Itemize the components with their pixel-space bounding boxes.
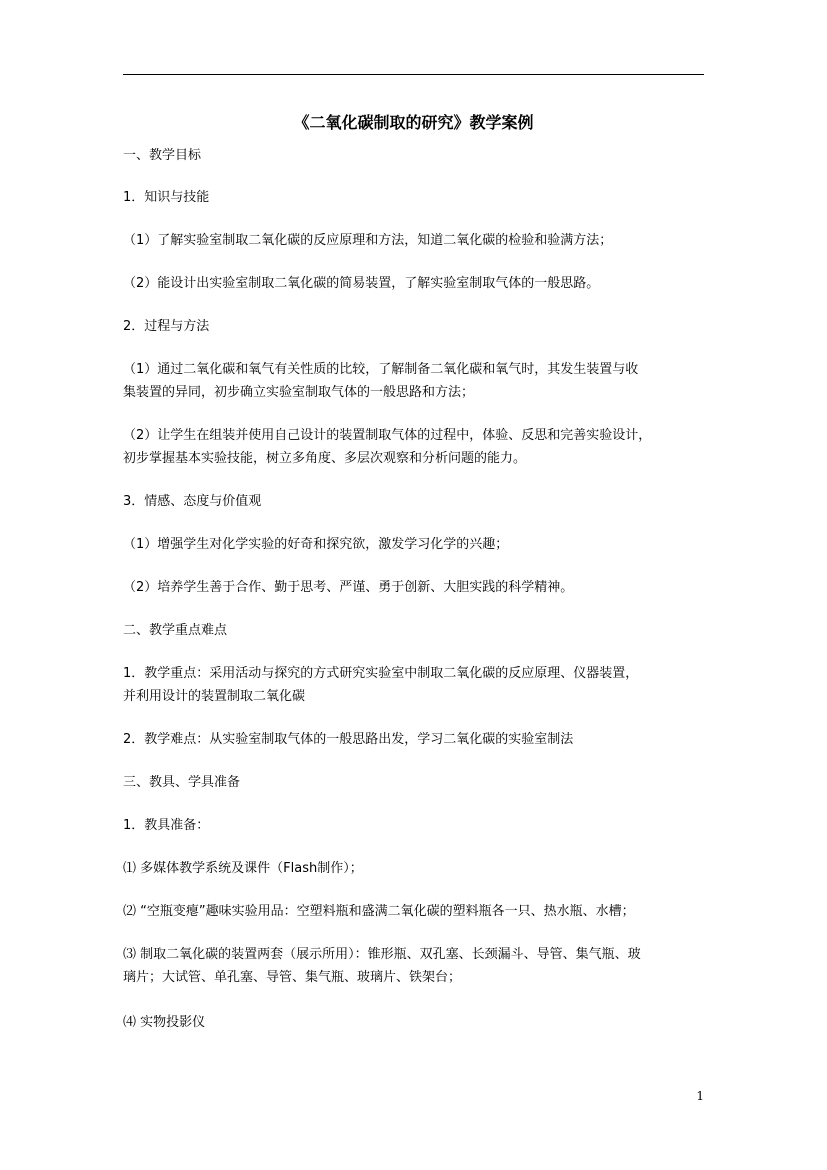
list-item-continuation: 璃片；大试管、单孔塞、导管、集气瓶、玻璃片、铁架台；: [123, 970, 462, 985]
page-number: 1: [696, 1089, 704, 1103]
section-heading-key-difficult-points: 二、教学重点难点: [123, 623, 228, 638]
list-item: ⑶ 制取二氧化碳的装置两套（展示所用）：锥形瓶、双孔塞、长颈漏斗、导管、集气瓶、玻: [123, 947, 641, 962]
paragraph-line: 1．教学重点：采用活动与探究的方式研究实验室中制取二氧化碳的反应原理、仪器装置，: [123, 666, 639, 681]
subheading-teaching-aids-prep: 1．教具准备：: [123, 818, 210, 833]
paragraph-line: （2）能设计出实验室制取二氧化碳的简易装置，了解实验室制取气体的一般思路。: [123, 276, 600, 291]
paragraph-line: 集装置的异同，初步确立实验室制取气体的一般思路和方法；: [123, 385, 475, 400]
paragraph-line: （1）了解实验室制取二氧化碳的反应原理和方法，知道二氧化碳的检验和验满方法；: [123, 233, 613, 248]
section-heading-teaching-aids: 三、教具、学具准备: [123, 775, 241, 790]
subheading-process-method: 2．过程与方法: [123, 319, 210, 334]
list-item: ⑷ 实物投影仪: [123, 1015, 206, 1030]
subheading-knowledge-skills: 1．知识与技能: [123, 190, 210, 205]
list-item: ⑴ 多媒体教学系统及课件（Flash制作）；: [123, 861, 363, 876]
paragraph-line: （1）增强学生对化学实验的好奇和探究欲，激发学习化学的兴趣；: [123, 537, 509, 552]
paragraph-line: 2．教学难点：从实验室制取气体的一般思路出发，学习二氧化碳的实验室制法: [123, 732, 574, 747]
paragraph-line: （2）培养学生善于合作、勤于思考、严谨、勇于创新、大胆实践的科学精神。: [123, 580, 574, 595]
paragraph-line: （1）通过二氧化碳和氧气有关性质的比较，了解制备二氧化碳和氧气时，其发生装置与收: [123, 362, 639, 377]
subheading-attitude-values: 3．情感、态度与价值观: [123, 494, 262, 509]
section-heading-objectives: 一、教学目标: [123, 148, 202, 163]
paragraph-line: 并利用设计的装置制取二氧化碳: [123, 689, 306, 704]
list-item: ⑵ “空瓶变瘪”趣味实验用品：空塑料瓶和盛满二氧化碳的塑料瓶各一只、热水瓶、水槽；: [123, 904, 635, 919]
document-title: 《二氧化碳制取的研究》教学案例: [293, 113, 534, 132]
paragraph-line: 初步掌握基本实验技能，树立多角度、多层次观察和分析问题的能力。: [123, 451, 527, 466]
header-rule: [123, 74, 704, 75]
paragraph-line: （2）让学生在组装并使用自己设计的装置制取气体的过程中，体验、反思和完善实验设计，: [123, 428, 652, 443]
